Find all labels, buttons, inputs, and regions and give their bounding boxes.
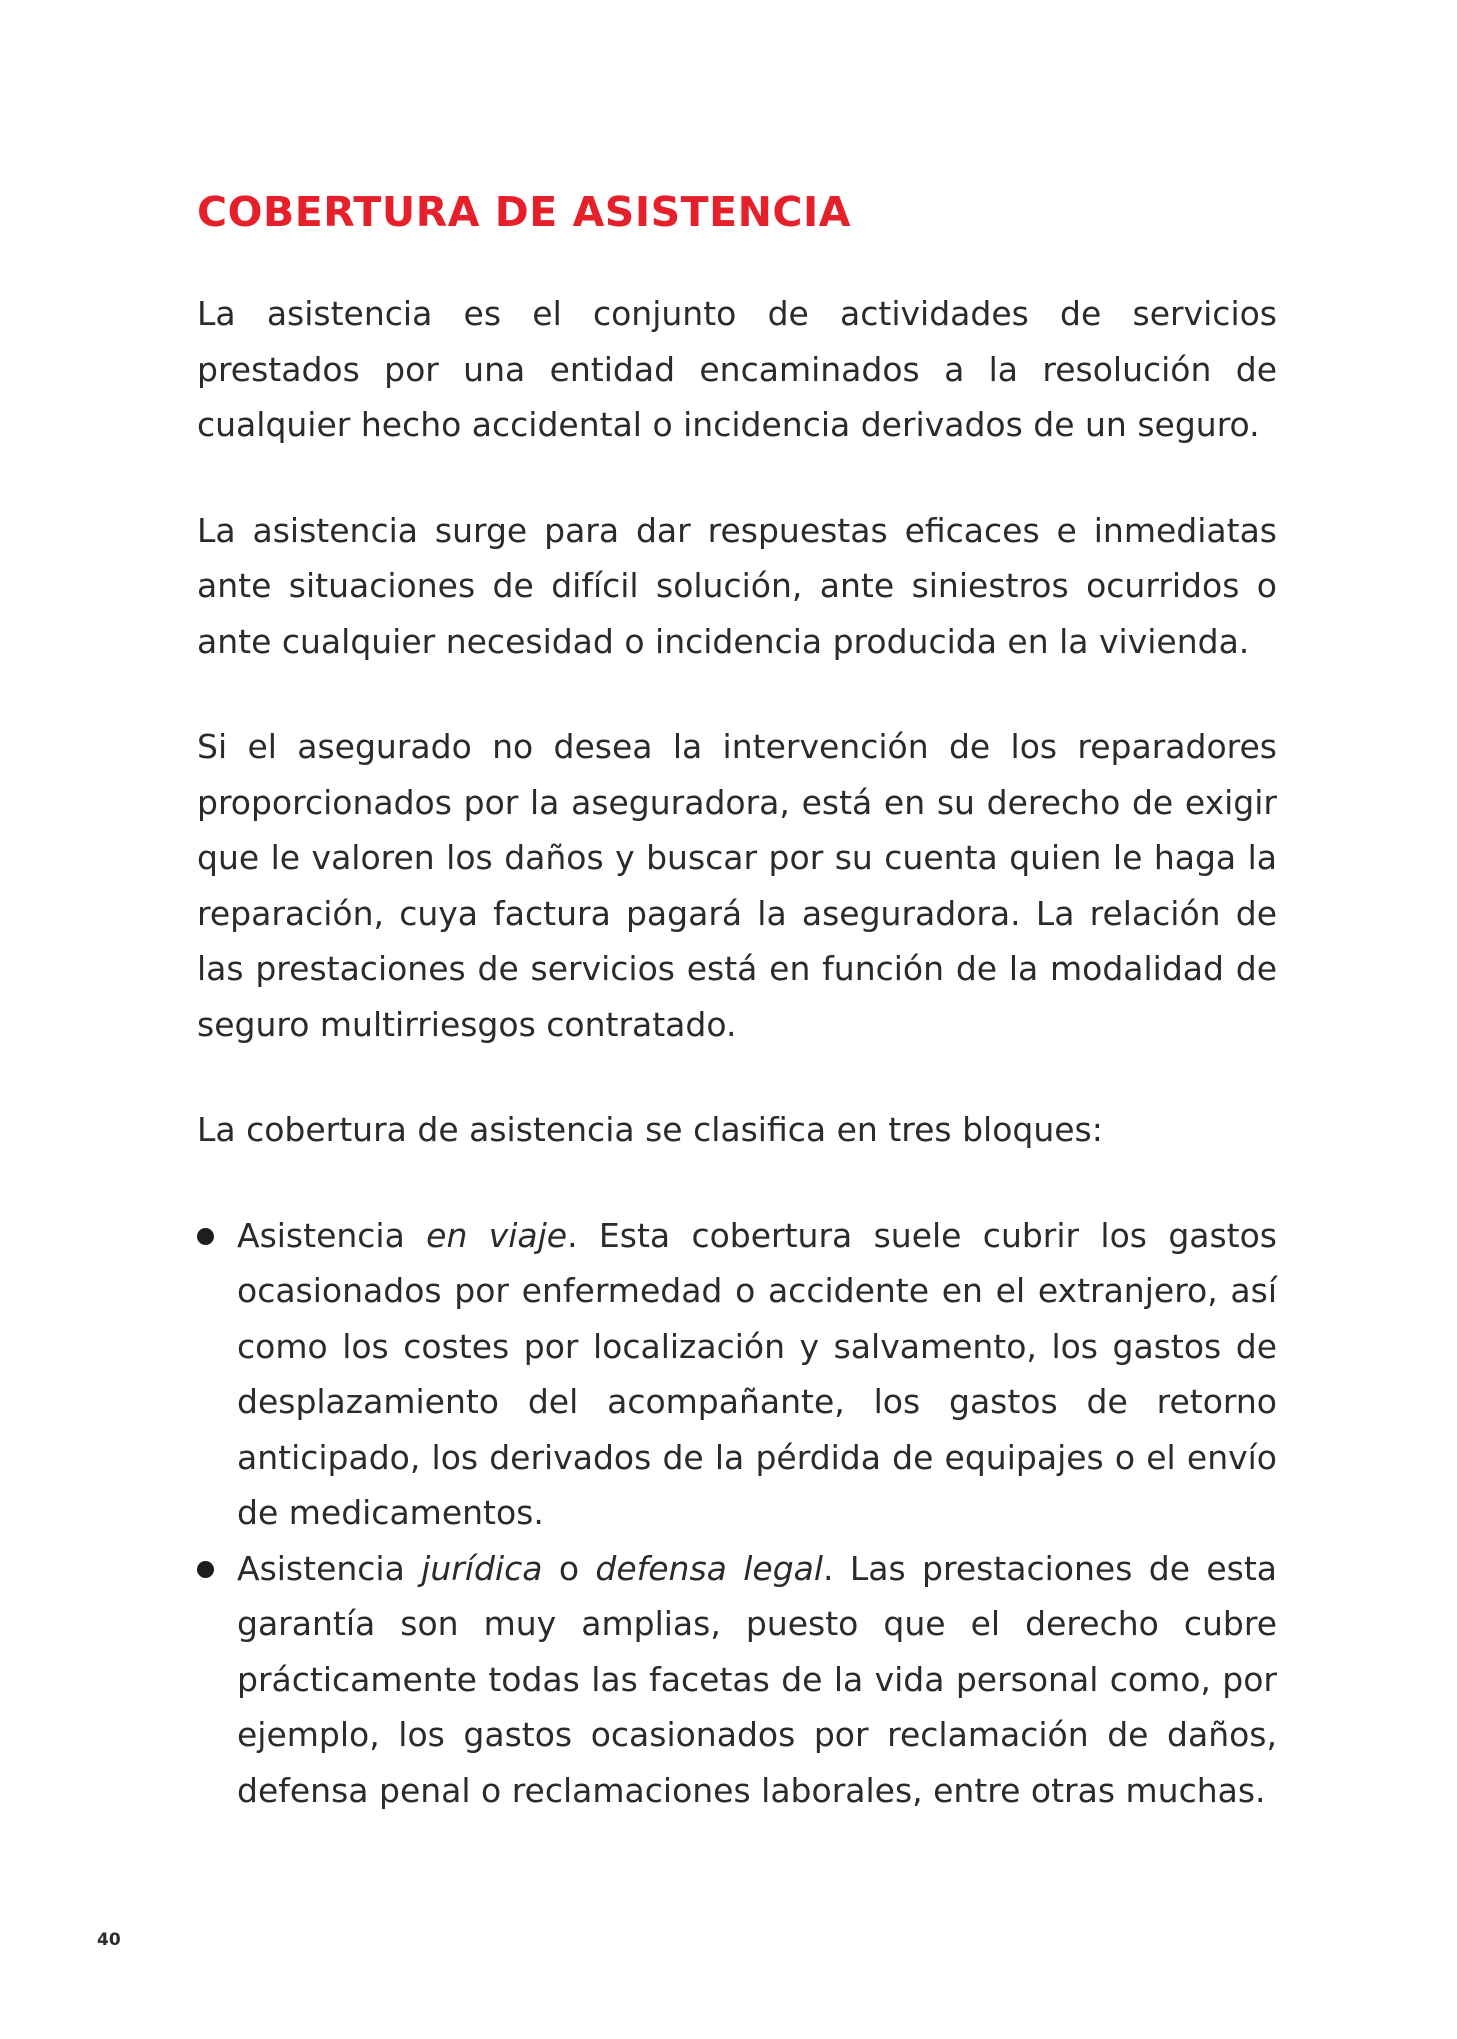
assistance-types-list [197, 1208, 1277, 1819]
bullet-text: . Esta cobertura suele cubrir los gastos ocasionados por enfermedad o accidente en el extranjero, así como los costes por localización y salvamento, los gastos de desplazamiento del acompañante, los gastos de retorno anticipado, los derivados de la pérdida de equipajes o el envío de medicamentos. [237, 1215, 1278, 1532]
bullet-middle: o [542, 1548, 596, 1588]
bullet-italic-term-2: defensa legal [595, 1548, 824, 1588]
paragraph-repairers: Si el asegurado no desea la intervención de los reparadores proporcionados por la aseguradora, está en su derecho de exigir que le valoren los daños y buscar por su cuenta quien le haga la reparación, cuya factura pagará la aseguradora. La relación de las prestaciones de servicios está en función de la modalidad de seguro multirriesgos contratado. [197, 727, 1277, 1044]
section-title: COBERTURA DE ASISTENCIA [197, 188, 851, 236]
bullet-italic-term: jurídica [421, 1548, 543, 1588]
paragraph-definition: La asistencia es el conjunto de actividades de servicios prestados por una entidad encaminados a la resolución de cualquier hecho accidental o incidencia derivados de un seguro. [197, 294, 1277, 444]
paragraph-classification: La cobertura de asistencia se clasifica en tres bloques: [197, 1110, 1103, 1149]
page-number: 40 [97, 1930, 121, 1950]
bullet-lead: Asistencia [237, 1215, 427, 1255]
list-item-legal-assistance [197, 1541, 1277, 1819]
bullet-icon [197, 1228, 214, 1245]
page-content [197, 188, 1277, 1818]
bullet-text: . Las prestaciones de esta garantía son muy amplias, puesto que el derecho cubre prácticamente todas las facetas de la vida personal como, por ejemplo, los gastos ocasionados por reclamación de daños, defensa penal o reclamaciones laborales, entre otras muchas. [237, 1548, 1277, 1810]
paragraph-purpose: La asistencia surge para dar respuestas eficaces e inmediatas ante situaciones de difícil solución, ante siniestros ocurridos o ante cualquier necesidad o incidencia producida en la vivienda. [197, 510, 1277, 661]
bullet-lead: Asistencia [237, 1548, 422, 1588]
bullet-icon [197, 1561, 214, 1578]
bullet-italic-term: en viaje [426, 1215, 568, 1255]
list-item-travel-assistance [197, 1208, 1277, 1541]
